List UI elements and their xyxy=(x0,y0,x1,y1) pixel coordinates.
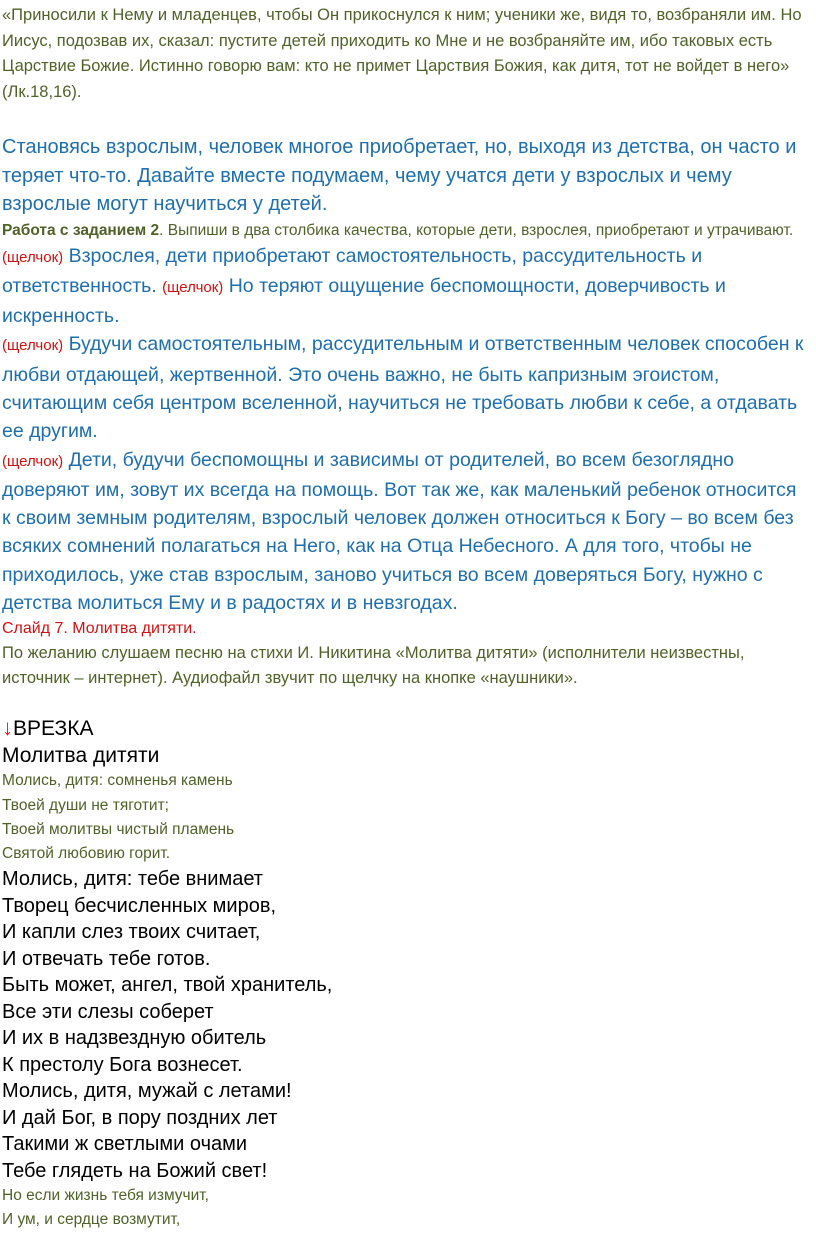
insert-header xyxy=(2,714,810,742)
poem-line: И отвечать тебе готов. xyxy=(2,947,211,970)
arrow-down-icon: ↓ xyxy=(2,715,13,741)
poem-line: Молись, дитя: сомненья камень xyxy=(2,772,233,790)
click-marker: (щелчок) xyxy=(162,278,224,296)
answer-lose: Но теряют ощущение беспомощности, доверчивость и искренность. xyxy=(2,274,726,328)
poem-line: Но если жизнь тебя измучит, xyxy=(2,1187,209,1205)
answer-text-3: Дети, будучи беспомощны и зависимы от родителей, во всем безоглядно доверяют им, зовут их всегда на помощь. Вот так же, как маленький ребенок относится к своим земным родителям, взрослый человек должен относиться к Богу – во всем без всяких сомнений полагаться на Него, как на Отца Небесного. А для того, чтобы не приходилось, уже став взрослым, заново учиться во всем доверяться Богу, нужно с детства молиться Ему и в радостях и в невзгодах. xyxy=(2,448,797,615)
click-marker: (щелчок) xyxy=(2,337,64,355)
insert-label: ВРЕЗКА xyxy=(13,717,94,741)
poem-line: И дай Бог, в пору поздних лет xyxy=(2,1106,278,1129)
poem-line: Тебе глядеть на Божий свет! xyxy=(2,1159,268,1182)
slide-heading: Слайд 7. Молитва дитяти. xyxy=(2,620,197,638)
task-label: Работа с заданием 2 xyxy=(2,221,160,239)
poem-line: Такими ж светлыми очами xyxy=(2,1133,248,1156)
poem-line: И капли слез твоих считает, xyxy=(2,921,261,944)
poem-line: Святой любовию горит. xyxy=(2,844,171,862)
poem-line: И их в надзвездную обитель xyxy=(2,1027,267,1050)
task-instruction xyxy=(2,219,810,242)
gospel-quote: «Приносили к Нему и младенцев, чтобы Он прикоснулся к ним; ученики же, видя то, возбраняли им. Но Иисус, подозвав их, сказал: пустите детей приходить ко Мне и не возбраняйте им, ибо таковых есть Царствие Божие. Истинно говорю вам: кто не примет Царствия Божия, как дитя, тот не войдет в него» (Лк.18,16). xyxy=(2,6,802,101)
poem-line: Все эти слезы соберет xyxy=(2,1000,214,1023)
poem-line: Быть может, ангел, твой хранитель, xyxy=(2,974,333,997)
poem-line: Молись, дитя, мужай с летами! xyxy=(2,1080,292,1103)
click-marker: (щелчок) xyxy=(2,452,64,470)
poem-stanza-1 xyxy=(2,769,810,866)
poem-line: Молись, дитя: тебе внимает xyxy=(2,868,263,891)
poem-stanza-2 xyxy=(2,866,810,1184)
answer-paragraph-2 xyxy=(2,330,810,445)
document-page xyxy=(0,3,816,1233)
answer-paragraph-3 xyxy=(2,446,810,618)
click-marker: (щелчок) xyxy=(2,248,64,266)
poem-line: Твоей молитвы чистый пламень xyxy=(2,820,235,838)
poem-line: Творец бесчисленных миров, xyxy=(2,894,277,917)
intro-paragraph: Становясь взрослым, человек многое приобретает, но, выходя из детства, он часто и теряет что-то. Давайте вместе подумаем, чему учатся дети у взрослых и чему взрослые могут научиться у детей. xyxy=(2,136,797,215)
answer-acquire: Взрослея, дети приобретают самостоятельность, рассудительность и ответственность. xyxy=(2,244,703,297)
poem-title: Молитва дитяти xyxy=(2,744,160,768)
task-text: . Выпиши в два столбика качества, которые дети, взрослея, приобретают и утрачивают. xyxy=(159,221,794,239)
answer-text-2: Будучи самостоятельным, рассудительным и ответственным человек способен к любви отдающей, жертвенной. Это очень важно, не быть капризным эгоистом, считающим себя центром вселенной, научиться не требовать любви к себе, а отдавать ее другим. xyxy=(2,333,804,443)
poem-stanza-3 xyxy=(2,1184,810,1232)
poem-line: И ум, и сердце возмутит, xyxy=(2,1211,181,1229)
answer-paragraph-1 xyxy=(2,242,810,331)
listen-note: По желанию слушаем песню на стихи И. Никитина «Молитва дитяти» (исполнители неизвестны, источник – интернет). Аудиофайл звучит по щелчку на кнопке «наушники». xyxy=(2,644,745,687)
poem-line: К престолу Бога вознесет. xyxy=(2,1053,243,1076)
poem-line: Твоей души не тяготит; xyxy=(2,796,169,814)
